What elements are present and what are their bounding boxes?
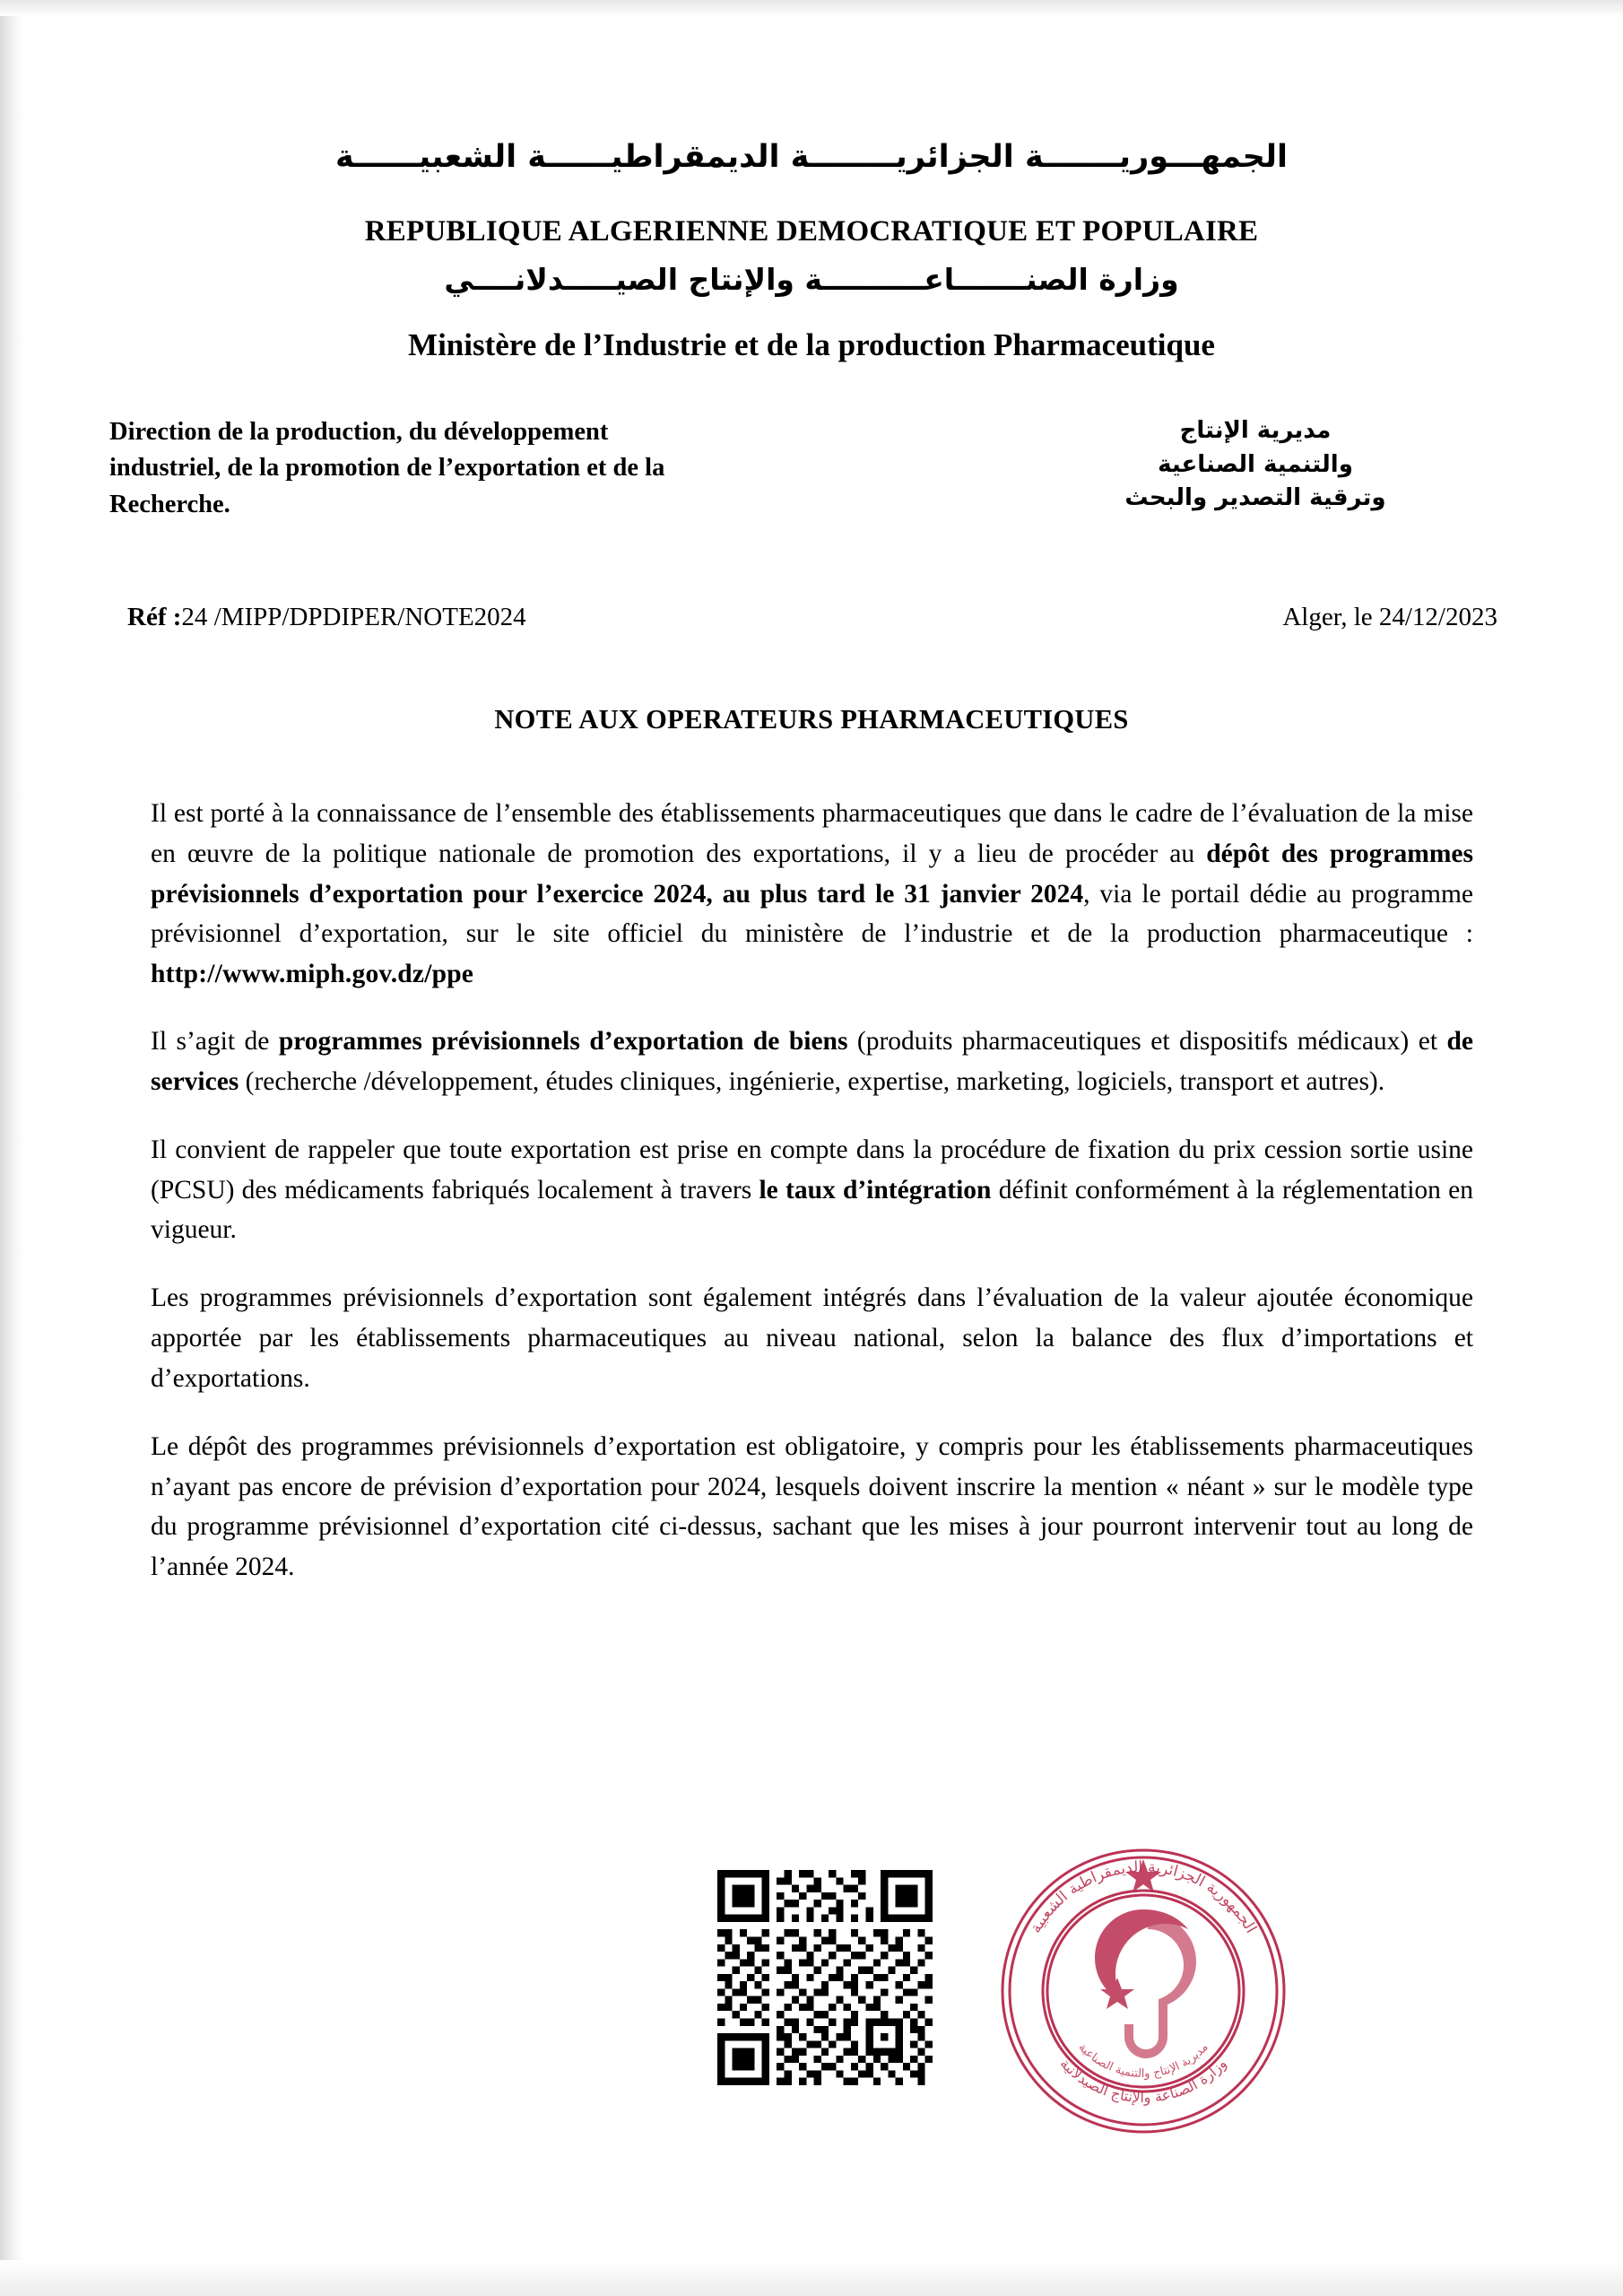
paragraph-text: , via le portail dédie au programme prévisionnel d’exportation, sur le site officiel du ministère de l’industrie et de la production pharmaceutique : <box>151 879 1473 949</box>
paragraph-text: Le dépôt des programmes prévisionnels d’exportation est obligatoire, y compris pour les établissements pharmaceutiques n’ayant pas encore de prévision d’exportation pour 2024, lesquels doivent inscrire la mention « néant » sur le modèle type du programme prévisionnel d’exportation cité ci-dessus, sachant que les mises à jour pourront intervenir tout au long de l’année 2024. <box>151 1431 1473 1582</box>
portal-url[interactable]: http://www.miph.gov.dz/ppe <box>151 960 474 989</box>
svg-text:مديرية الإنتاج والتنمية الصناع: مديرية الإنتاج والتنمية الصناعية <box>1075 2040 1211 2082</box>
reference-label: Réf : <box>127 603 182 631</box>
reference-value: 24 /MIPP/DPDIPER/NOTE2024 <box>181 603 526 631</box>
emphasis-text: de services <box>151 1027 1473 1096</box>
header-arabic-republic: الجمهـــوريـــــــة الجزائريــــــــة الديمقراطيــــــة الشعبيــــــة <box>335 139 1288 175</box>
direction-french: Direction de la production, du développement industriel, de la promotion de l’exportation et de la Recherche. <box>109 418 665 518</box>
emphasis-text: le taux d’intégration <box>759 1175 992 1205</box>
header-arabic-ministry: وزارة الصنـــــــاعــــــــــة والإنتاج الصيـــــدلانــــي <box>444 262 1179 297</box>
direction-arabic <box>1004 414 1506 516</box>
place-date: Alger, le 24/12/2023 <box>1282 603 1497 631</box>
paragraph-5 <box>151 1427 1473 1587</box>
paragraph-text: Il s’agit de <box>151 1027 279 1057</box>
svg-text:وزارة الصناعة والإنتاج الصيدلا: وزارة الصناعة والإنتاج الصيدلانية <box>1056 2055 1230 2107</box>
body-text <box>151 794 1473 1615</box>
official-round-stamp <box>995 1843 1291 2139</box>
paragraph-text: Il convient de rappeler que toute exportation est prise en compte dans la procédure de fixation du prix cession sortie usine (PCSU) des médicaments fabriqués localement à travers <box>151 1135 1473 1205</box>
paragraph-text: (produits pharmaceutiques et dispositifs médicaux) et <box>847 1027 1447 1057</box>
paragraph-text: Il est porté à la connaissance de l’ensemble des établissements pharmaceutiques que dans le cadre de l’évaluation de la mise en œuvre de la politique nationale de promotion des exportations, il y a lieu de procéder au <box>151 799 1473 868</box>
direction-arabic-line-3: وترقية التصدير والبحث <box>1124 484 1386 512</box>
paragraph-1 <box>151 794 1473 995</box>
paragraph-text: définit conformément à la réglementation en vigueur. <box>151 1175 1473 1245</box>
paragraph-text: Les programmes prévisionnels d’exportation sont également intégrés dans l’évaluation de la valeur ajoutée économique apportée par les établissements pharmaceutiques au niveau national, selon la balance des flux d’importations et d’exportations. <box>151 1283 1473 1393</box>
page-title: NOTE AUX OPERATEURS PHARMACEUTIQUES <box>494 704 1129 735</box>
emphasis-text: programmes prévisionnels d’exportation de biens <box>278 1027 848 1057</box>
svg-text:الجمهورية الجزائرية الديمقراطي: الجمهورية الجزائرية الديمقراطية الشعبية <box>1027 1857 1260 1937</box>
direction-arabic-line-2: والتنمية الصناعية <box>1158 450 1353 478</box>
reference-line <box>127 603 526 632</box>
direction-arabic-line-1: مديرية الإنتاج <box>1179 417 1332 444</box>
emphasis-text: dépôt des programmes prévisionnels d’exportation pour l’exercice 2024, au plus tard le 31 janvier 2024 <box>151 839 1473 909</box>
header-french-ministry: Ministère de l’Industrie et de la production Pharmaceutique <box>408 327 1215 362</box>
paragraph-2 <box>151 1022 1473 1102</box>
paragraph-3 <box>151 1130 1473 1250</box>
qr-code[interactable] <box>717 1870 933 2085</box>
paragraph-4 <box>151 1278 1473 1398</box>
paragraph-text: (recherche /développement, études cliniques, ingénierie, expertise, marketing, logiciels, transport et autres). <box>239 1066 1385 1096</box>
header-french-republic: REPUBLIQUE ALGERIENNE DEMOCRATIQUE ET POPULAIRE <box>364 215 1259 248</box>
